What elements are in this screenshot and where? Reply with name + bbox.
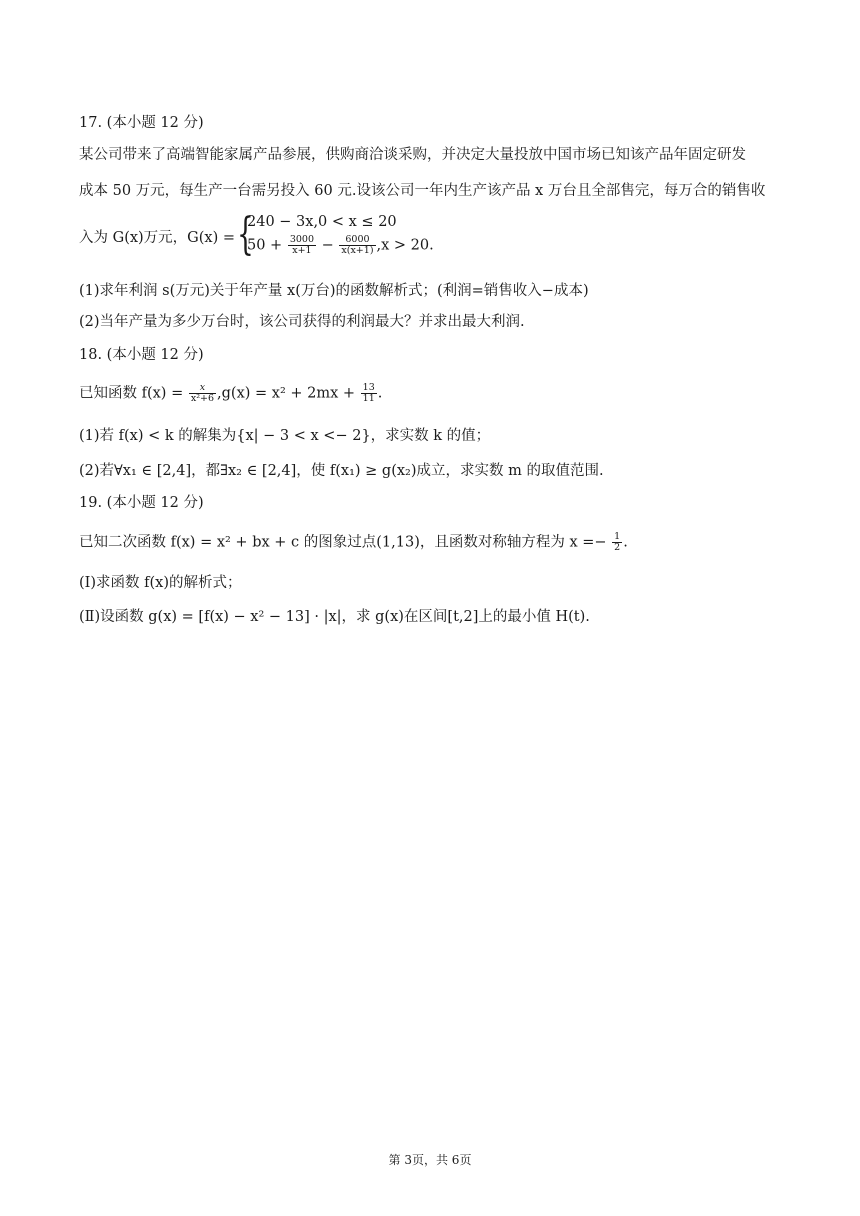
piecewise-brace: { [237, 209, 254, 260]
q17-revenue-prefix: 入为 G(x)万元，G(x) = [79, 230, 236, 246]
fraction-13-over-11 [361, 383, 377, 404]
q17-case2-suffix: ,x > 20 [376, 237, 430, 254]
q17-case2-prefix: 50 + [247, 237, 287, 254]
fraction-denominator: 2 [614, 542, 621, 553]
q19-part2: (Ⅱ)设函数 g(x) = [f(x) − x² − 13] · |x|，求 g(x)在区间[t,2]上的最小值 H(t). [79, 609, 590, 625]
fraction-numerator: 6000 [339, 235, 375, 246]
q17-case2-minus: − [317, 237, 339, 254]
q17-case-end: . [429, 237, 434, 254]
fraction-numerator: 13 [362, 382, 375, 393]
q17-part1: (1)求年利润 s(万元)关于年产量 x(万台)的函数解析式；(利润=销售收入−成本) [79, 283, 589, 299]
fraction-numerator: 3000 [289, 234, 315, 245]
q18-given-mid: ,g(x) = x² + 2mx + [217, 385, 360, 402]
fraction-numerator: x [189, 383, 216, 394]
fraction-denominator: x(x+1) [341, 245, 374, 256]
fraction-denominator: 11 [362, 393, 375, 404]
fraction-denominator: x²+6 [190, 393, 215, 404]
q18-given-end: . [377, 385, 383, 402]
q19-given-prefix: 已知二次函数 f(x) = x² + bx + c 的图象过点(1,13)，且函数对称轴方程为 x =− [79, 534, 612, 551]
fraction-f-of-x [189, 383, 216, 404]
q19-header: 19. (本小题 12 分) [79, 495, 204, 511]
q18-header: 18. (本小题 12 分) [79, 347, 204, 363]
fraction-3000-over-x-plus-1 [288, 235, 316, 256]
q17-part2: (2)当年产量为多少万台时，该公司获得的利润最大？并求出最大利润. [79, 314, 525, 330]
q18-given [79, 383, 382, 404]
fraction-one-half [612, 532, 622, 553]
page-footer: 第 3页，共 6页 [388, 1153, 472, 1167]
q18-given-prefix: 已知函数 f(x) = [79, 385, 188, 402]
q19-part1: (Ⅰ)求函数 f(x)的解析式； [79, 575, 242, 591]
q17-case2 [247, 235, 434, 256]
q17-case1: 240 − 3x,0 < x ≤ 20 [247, 214, 397, 230]
q18-part2: (2)若∀x₁ ∈ [2,4]，都∃x₂ ∈ [2,4]，使 f(x₁) ≥ g(x₂)成立，求实数 m 的取值范围. [79, 463, 604, 479]
fraction-numerator: 1 [614, 531, 621, 542]
fraction-denominator: x+1 [292, 245, 312, 256]
q19-given [79, 532, 628, 553]
q17-intro-line1: 某公司带来了高端智能家属产品参展，供购商洽谈采购，并决定大量投放中国市场已知该产品年固定研发 [79, 147, 746, 163]
q17-header: 17. (本小题 12 分) [79, 115, 204, 131]
q17-intro-line2: 成本 50 万元，每生产一台需另投入 60 元.设该公司一年内生产该产品 x 万台且全部售完，每万合的销售收 [79, 183, 766, 199]
q18-part1: (1)若 f(x) < k 的解集为{x| − 3 < x <− 2}，求实数 k 的值； [79, 428, 491, 444]
fraction-6000-over-x-x-plus-1 [339, 235, 375, 256]
q19-given-end: . [623, 534, 628, 551]
